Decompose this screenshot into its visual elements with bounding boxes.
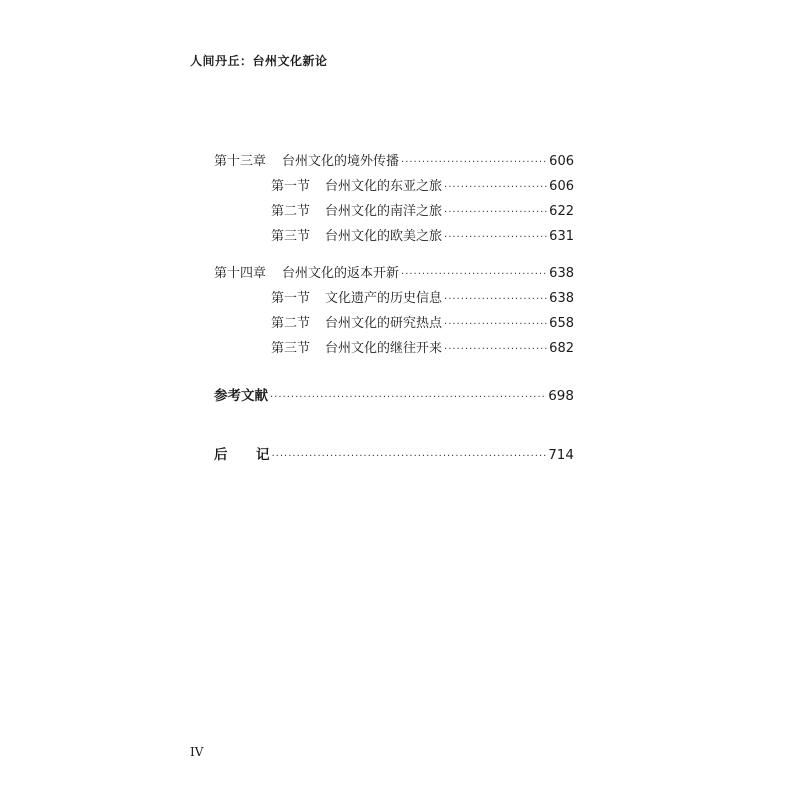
page-folio: IV	[190, 745, 204, 759]
dot-leader	[401, 269, 547, 280]
page-number: 638	[549, 291, 574, 306]
section-number: 第二节	[271, 316, 311, 331]
dot-leader	[272, 451, 547, 462]
section-title: 台州文化的欧美之旅	[325, 229, 443, 244]
chapter-title: 台州文化的返本开新	[282, 266, 400, 281]
section-number: 第三节	[271, 341, 311, 356]
dot-leader	[444, 182, 547, 193]
toc-section[interactable]	[271, 175, 574, 195]
page-number: 631	[549, 229, 574, 244]
page-number: 682	[549, 341, 574, 356]
running-head-title: 人间丹丘：台州文化新论	[190, 54, 328, 68]
page-number: 698	[548, 388, 574, 404]
page-number: 606	[549, 154, 574, 169]
section-title: 文化遗产的历史信息	[325, 291, 443, 306]
dot-leader	[444, 294, 547, 305]
dot-leader	[444, 232, 547, 243]
section-number: 第一节	[271, 179, 311, 194]
chapter-number: 第十三章	[214, 154, 267, 169]
section-title: 台州文化的南洋之旅	[325, 204, 443, 219]
page-number: 658	[549, 316, 574, 331]
page-number: 714	[548, 447, 574, 463]
toc-section[interactable]	[271, 312, 574, 332]
dot-leader	[444, 319, 547, 330]
section-title: 台州文化的继往开来	[325, 341, 443, 356]
afterword-title-part-1: 后	[214, 447, 228, 463]
section-title: 台州文化的研究热点	[325, 316, 443, 331]
dot-leader	[444, 207, 547, 218]
toc-section[interactable]	[271, 225, 574, 245]
toc-section[interactable]	[271, 337, 574, 357]
page-number: 638	[549, 266, 574, 281]
section-number: 第三节	[271, 229, 311, 244]
section-number: 第二节	[271, 204, 311, 219]
chapter-title: 台州文化的境外传播	[282, 154, 400, 169]
toc-section[interactable]	[271, 200, 574, 220]
toc-chapter-13[interactable]	[214, 150, 574, 170]
toc-afterword[interactable]	[214, 443, 574, 463]
section-number: 第一节	[271, 291, 311, 306]
page-number: 606	[549, 179, 574, 194]
dot-leader	[401, 157, 547, 168]
toc-section[interactable]	[271, 287, 574, 307]
afterword-title-part-2: 记	[256, 447, 270, 463]
chapter-number: 第十四章	[214, 266, 267, 281]
page-number: 622	[549, 204, 574, 219]
toc-references[interactable]	[214, 384, 574, 404]
dot-leader	[444, 344, 547, 355]
toc-chapter-14[interactable]	[214, 262, 574, 282]
dot-leader	[270, 392, 546, 403]
references-title: 参考文献	[214, 388, 268, 404]
section-title: 台州文化的东亚之旅	[325, 179, 443, 194]
